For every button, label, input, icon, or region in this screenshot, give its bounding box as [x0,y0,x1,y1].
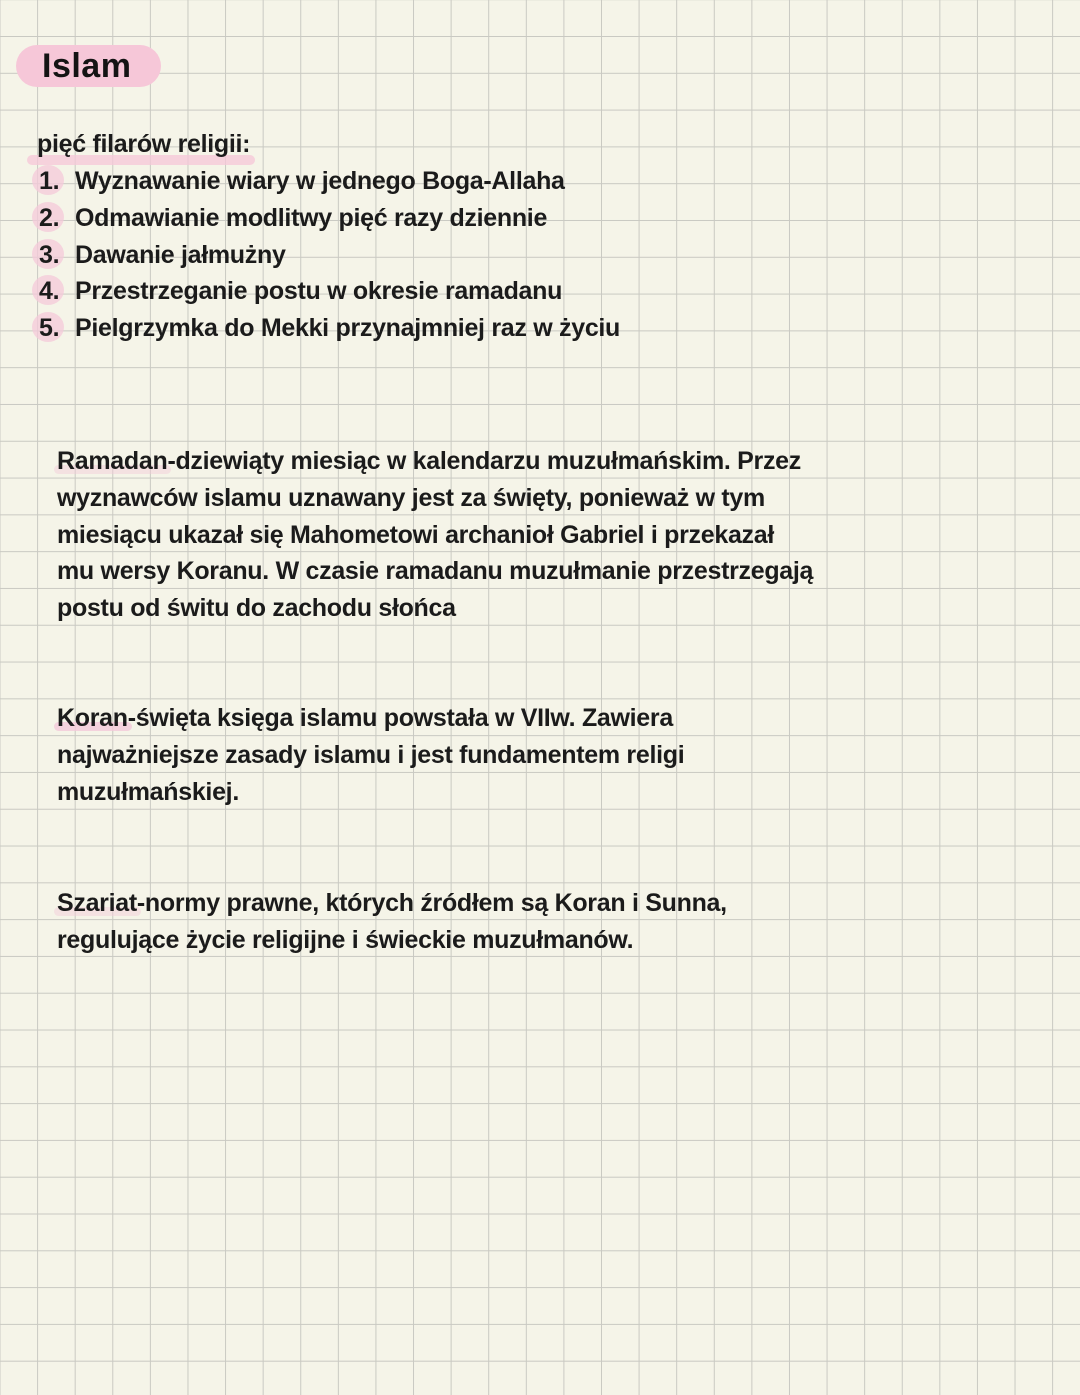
pillar-number: 2. [39,203,60,232]
definition-line [57,443,813,480]
definition-line: wyznawców islamu uznawany jest za święty, ponieważ w tym [57,483,765,512]
definition-line: regulujące życie religijne i świeckie muzułmanów. [57,925,634,954]
pillar-text: Odmawianie modlitwy pięć razy dziennie [75,203,548,232]
definition-line: najważniejsze zasady islamu i jest fundamentem religi [57,740,685,769]
definition-ramadan [57,443,813,627]
definition-line [57,885,727,922]
definition-text: -dziewiąty miesiąc w kalendarzu muzułmańskim. Przez [167,447,801,475]
pillars-list [0,163,1080,347]
pillar-text: Pielgrzymka do Mekki przynajmniej raz w życiu [75,314,621,343]
pillar-item [0,273,1080,310]
definition-text: -święta księga islamu powstała w VIIw. Zawiera [127,704,673,732]
definition-szariat [57,885,727,959]
pillar-number: 4. [39,277,60,306]
pillar-number: 5. [39,314,60,343]
definition-term: Koran [57,704,128,732]
title-highlight [16,45,161,87]
pillar-text: Przestrzeganie postu w okresie ramadanu [75,277,563,306]
pillar-item [0,163,1080,200]
definition-line: muzułmańskiej. [57,777,239,806]
definition-term: Szariat [57,889,137,917]
pillar-item [0,310,1080,347]
definition-line: postu od świtu do zachodu słońca [57,594,456,623]
definition-line: mu wersy Koranu. W czasie ramadanu muzułmanie przestrzegają [57,557,814,586]
pillar-text: Dawanie jałmużny [75,240,286,269]
pillar-number: 3. [39,240,60,269]
definition-term: Ramadan [57,447,168,475]
pillar-item [0,200,1080,237]
page-title: Islam [42,46,132,85]
definition-line: miesiącu ukazał się Mahometowi archanioł Gabriel i przekazał [57,520,774,549]
definition-line [57,700,684,737]
pillar-text: Wyznawanie wiary w jednego Boga-Allaha [75,167,565,195]
pillar-number: 1. [39,167,60,195]
pillar-item [0,237,1080,274]
pillars-heading: pięć filarów religii: [37,130,251,158]
definition-koran [57,700,684,810]
definition-text: -normy prawne, których źródłem są Koran i Sunna, [136,889,727,917]
